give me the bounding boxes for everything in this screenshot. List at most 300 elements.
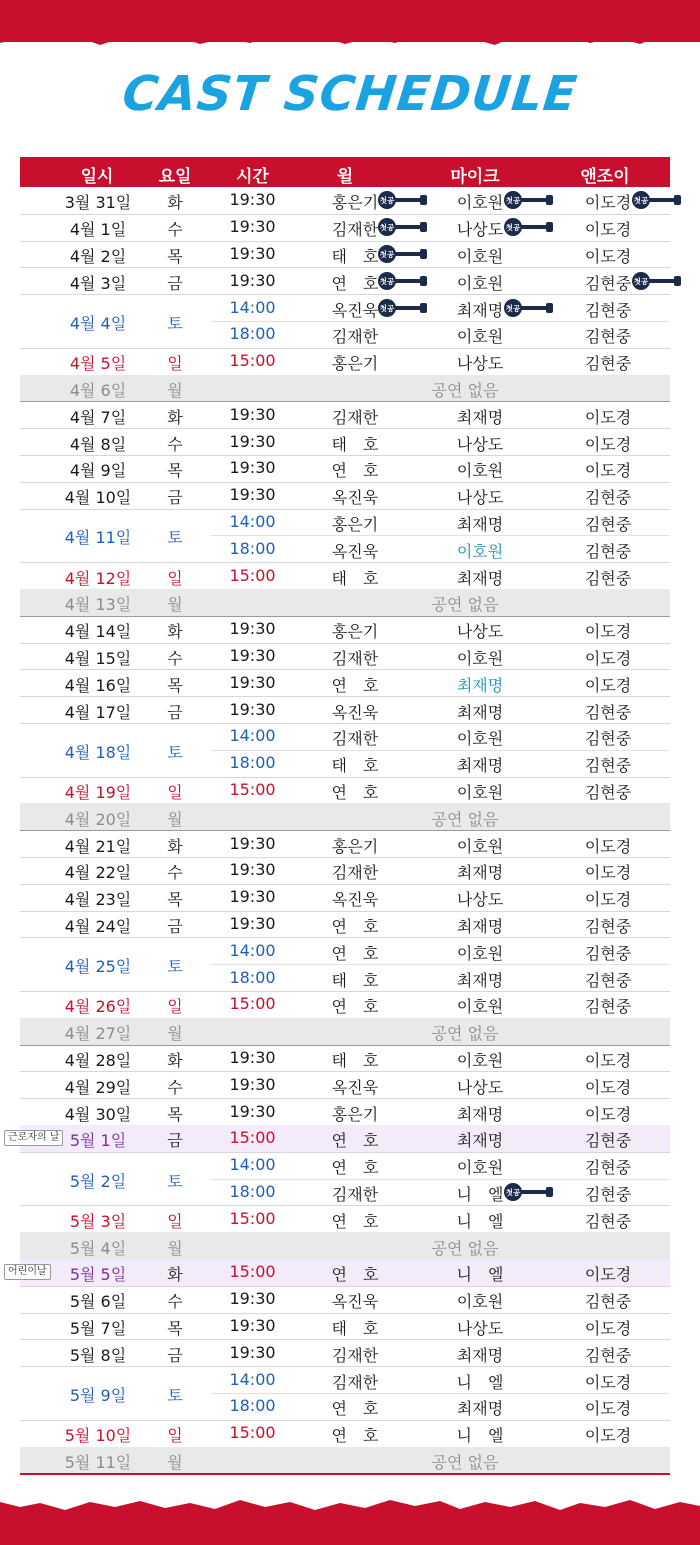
- cell-time: 18:00: [229, 1396, 276, 1416]
- table-row: [20, 1045, 670, 1073]
- table-row: [20, 1205, 670, 1233]
- cell-time: 19:30: [229, 699, 276, 719]
- cell-will: 연 호: [331, 1426, 379, 1446]
- cell-day: 일: [167, 354, 183, 374]
- cell-time: 19:30: [229, 1101, 276, 1121]
- cell-mike: 최재명: [456, 514, 504, 534]
- table-row: [20, 1152, 670, 1207]
- table-row: [20, 937, 670, 992]
- cell-will: 태 호: [331, 246, 379, 266]
- cell-day: 수: [167, 1292, 183, 1312]
- show-divider: [210, 1393, 670, 1394]
- col-day: 요일: [158, 167, 192, 187]
- first-show-badge-icon: [502, 191, 554, 209]
- cell-time: 19:30: [229, 217, 276, 237]
- cell-date: 5월 1일: [69, 1131, 127, 1151]
- cell-day: 금: [167, 1131, 183, 1151]
- cell-date: 5월 11일: [64, 1452, 132, 1472]
- cell-will: 태 호: [331, 756, 379, 776]
- cell-enjoy: 이도경: [584, 1318, 632, 1338]
- cell-date: 4월 26일: [64, 997, 132, 1017]
- svg-text:첫공: 첫공: [379, 249, 395, 259]
- cell-enjoy: 김현중: [584, 997, 632, 1017]
- cell-time: 19:30: [229, 1315, 276, 1335]
- holiday-tag: 어린이날: [4, 1264, 51, 1280]
- table-row: [20, 696, 670, 724]
- cell-enjoy: 김현중: [584, 273, 632, 293]
- cell-will: 연 호: [331, 782, 379, 802]
- cell-date: 4월 21일: [64, 836, 132, 856]
- cell-enjoy: 김현중: [584, 1211, 632, 1231]
- cell-day: 화: [167, 622, 183, 642]
- no-show-note: 공연 없음: [431, 380, 499, 400]
- cell-mike: 이호원: [456, 729, 504, 749]
- cell-will: 옥진욱: [331, 300, 379, 320]
- cell-date: 4월 9일: [69, 461, 127, 481]
- cell-day: 수: [167, 434, 183, 454]
- cell-enjoy: 김현중: [584, 916, 632, 936]
- cell-will: 김재한: [331, 648, 379, 668]
- cell-mike: 나상도: [456, 1077, 504, 1097]
- cell-mike: 나상도: [456, 890, 504, 910]
- cell-mike: 최재명: [456, 756, 504, 776]
- show-divider: [210, 321, 670, 322]
- cell-will: 연 호: [331, 1131, 379, 1151]
- table-row: [20, 669, 670, 697]
- cell-will: 연 호: [331, 675, 379, 695]
- cell-time: 15:00: [229, 994, 276, 1014]
- cell-time: 15:00: [229, 351, 276, 371]
- cell-day: 화: [167, 1265, 183, 1285]
- show-divider: [210, 535, 670, 536]
- cell-will: 연 호: [331, 916, 379, 936]
- table-row: [20, 562, 670, 590]
- cell-mike: 니 엘: [456, 1372, 504, 1392]
- table-header: [20, 157, 670, 187]
- cell-enjoy: 이도경: [584, 622, 632, 642]
- table-row: [20, 723, 670, 778]
- cell-time: 15:00: [229, 1128, 276, 1148]
- cell-day: 금: [167, 1345, 183, 1365]
- cell-will: 옥진욱: [331, 702, 379, 722]
- cell-day: 일: [167, 568, 183, 588]
- svg-text:첫공: 첫공: [505, 303, 521, 313]
- cell-date: 5월 4일: [69, 1238, 127, 1258]
- no-show-row: [20, 1232, 670, 1260]
- cell-day: 화: [167, 836, 183, 856]
- table-row: [8, 1259, 670, 1287]
- no-show-note: 공연 없음: [431, 595, 499, 615]
- cell-time: 19:30: [229, 1289, 276, 1309]
- cell-date: 4월 7일: [69, 407, 127, 427]
- cell-will: 태 호: [331, 1050, 379, 1070]
- cell-time: 19:30: [229, 1342, 276, 1362]
- cell-mike: 니 엘: [456, 1426, 504, 1446]
- svg-text:첫공: 첫공: [379, 223, 395, 233]
- bottom-band: [0, 1512, 700, 1545]
- cell-will: 홍은기: [331, 1104, 379, 1124]
- table-row: [20, 777, 670, 805]
- cell-day: 월: [167, 1238, 183, 1258]
- cell-will: 김재한: [331, 1345, 379, 1365]
- table-row: [8, 1125, 670, 1153]
- table-row: [20, 482, 670, 510]
- cell-time: 14:00: [229, 297, 276, 317]
- cell-mike: 이호원: [456, 1158, 504, 1178]
- cell-mike: 이호원: [456, 246, 504, 266]
- cell-date: 4월 5일: [69, 354, 127, 374]
- cell-time: 14:00: [229, 726, 276, 746]
- page-title: CAST SCHEDULE: [119, 66, 581, 122]
- table-row: [20, 1071, 670, 1099]
- cell-date: 4월 12일: [64, 568, 132, 588]
- cell-mike: 나상도: [456, 354, 504, 374]
- first-show-badge-icon: [502, 1183, 554, 1201]
- cell-day: 목: [167, 1104, 183, 1124]
- cell-day: 목: [167, 890, 183, 910]
- cell-mike: 니 엘: [456, 1265, 504, 1285]
- cell-time: 18:00: [229, 1181, 276, 1201]
- no-show-note: 공연 없음: [431, 1238, 499, 1258]
- svg-text:첫공: 첫공: [379, 276, 395, 286]
- cell-mike: 최재명: [456, 1345, 504, 1365]
- cell-enjoy: 김현중: [584, 300, 632, 320]
- cell-mike: 최재명: [456, 1131, 504, 1151]
- cell-enjoy: 김현중: [584, 354, 632, 374]
- col-enjoy: 앤조이: [580, 167, 630, 187]
- first-show-badge-icon: [502, 218, 554, 236]
- cell-will: 연 호: [331, 1158, 379, 1178]
- cell-mike: 나상도: [456, 622, 504, 642]
- cell-enjoy: 김현중: [584, 568, 632, 588]
- cell-enjoy: 김현중: [584, 1184, 632, 1204]
- cell-day: 토: [167, 528, 183, 548]
- cell-mike: 나상도: [456, 434, 504, 454]
- cell-enjoy: 이도경: [584, 1077, 632, 1097]
- cell-mike: 나상도: [456, 1318, 504, 1338]
- table-row: [20, 991, 670, 1019]
- cell-enjoy: 김현중: [584, 1131, 632, 1151]
- cell-day: 목: [167, 1318, 183, 1338]
- first-show-badge-icon: [376, 191, 428, 209]
- cell-date: 5월 2일: [69, 1171, 127, 1191]
- table-row: [20, 616, 670, 644]
- cell-enjoy: 김현중: [584, 327, 632, 347]
- first-show-badge-icon: [630, 272, 682, 290]
- cell-day: 토: [167, 957, 183, 977]
- cell-enjoy: 이도경: [584, 863, 632, 883]
- cell-enjoy: 김현중: [584, 1158, 632, 1178]
- cell-mike: 니 엘: [456, 1184, 504, 1204]
- cell-will: 연 호: [331, 1211, 379, 1231]
- cell-will: 연 호: [331, 1265, 379, 1285]
- cell-time: 14:00: [229, 940, 276, 960]
- cell-will: 홍은기: [331, 514, 379, 534]
- no-show-row: [20, 1447, 670, 1475]
- no-show-row: [20, 803, 670, 831]
- cell-will: 김재한: [331, 1184, 379, 1204]
- cell-enjoy: 이도경: [584, 890, 632, 910]
- cell-will: 태 호: [331, 434, 379, 454]
- cell-day: 일: [167, 997, 183, 1017]
- table-row: [20, 857, 670, 885]
- cell-mike: 이호원: [456, 327, 504, 347]
- cell-will: 태 호: [331, 970, 379, 990]
- cell-day: 수: [167, 220, 183, 240]
- cell-mike: 이호원: [456, 1292, 504, 1312]
- table-row: [20, 401, 670, 429]
- table-row: [20, 455, 670, 483]
- holiday-tag: 근로자의 날: [4, 1130, 63, 1146]
- cell-enjoy: 김현중: [584, 756, 632, 776]
- cell-date: 4월 24일: [64, 916, 132, 936]
- cell-mike: 최재명: [456, 863, 504, 883]
- cell-mike: 최재명: [456, 1399, 504, 1419]
- svg-text:첫공: 첫공: [633, 276, 649, 286]
- cell-date: 5월 9일: [69, 1385, 127, 1405]
- cell-time: 19:30: [229, 860, 276, 880]
- table-row: [20, 214, 670, 242]
- cell-date: 4월 14일: [64, 622, 132, 642]
- cell-will: 홍은기: [331, 354, 379, 374]
- table-row: [20, 428, 670, 456]
- cell-will: 연 호: [331, 943, 379, 963]
- cell-date: 4월 8일: [69, 434, 127, 454]
- cell-will: 태 호: [331, 568, 379, 588]
- cell-will: 김재한: [331, 407, 379, 427]
- cell-mike: 나상도: [456, 220, 504, 240]
- cell-enjoy: 이도경: [584, 1104, 632, 1124]
- cell-enjoy: 이도경: [584, 1372, 632, 1392]
- cell-will: 김재한: [331, 863, 379, 883]
- cell-date: 4월 29일: [64, 1077, 132, 1097]
- cell-date: 4월 4일: [69, 313, 127, 333]
- table-end-line: [20, 1473, 670, 1475]
- cell-day: 수: [167, 1077, 183, 1097]
- cell-time: 19:30: [229, 190, 276, 210]
- cell-date: 3월 31일: [64, 193, 132, 213]
- cell-date: 4월 16일: [64, 675, 132, 695]
- cell-time: 19:30: [229, 485, 276, 505]
- cell-date: 4월 10일: [64, 488, 132, 508]
- cell-day: 일: [167, 1426, 183, 1446]
- cell-time: 19:30: [229, 458, 276, 478]
- cell-time: 19:30: [229, 270, 276, 290]
- table-row: [20, 884, 670, 912]
- cell-mike: 니 엘: [456, 1211, 504, 1231]
- cell-date: 4월 20일: [64, 809, 132, 829]
- cell-mike: 나상도: [456, 488, 504, 508]
- cell-will: 홍은기: [331, 193, 379, 213]
- cell-day: 금: [167, 702, 183, 722]
- cell-enjoy: 이도경: [584, 434, 632, 454]
- cell-will: 옥진욱: [331, 541, 379, 561]
- cell-mike: 이호원: [456, 997, 504, 1017]
- cell-time: 18:00: [229, 538, 276, 558]
- cell-day: 일: [167, 1211, 183, 1231]
- cell-mike: 이호원: [456, 782, 504, 802]
- cell-time: 18:00: [229, 967, 276, 987]
- cell-will: 김재한: [331, 327, 379, 347]
- table-row: [20, 241, 670, 269]
- cell-time: 15:00: [229, 1208, 276, 1228]
- cell-time: 19:30: [229, 672, 276, 692]
- cell-date: 5월 5일: [69, 1265, 127, 1285]
- cell-mike: 이호원: [456, 541, 504, 561]
- svg-text:첫공: 첫공: [379, 303, 395, 313]
- cell-day: 월: [167, 1452, 183, 1472]
- cell-mike: 최재명: [456, 300, 504, 320]
- cell-enjoy: 이도경: [584, 675, 632, 695]
- cell-will: 연 호: [331, 1399, 379, 1419]
- cell-time: 14:00: [229, 1369, 276, 1389]
- cell-time: 19:30: [229, 619, 276, 639]
- cell-time: 18:00: [229, 753, 276, 773]
- table-row: [20, 1366, 670, 1421]
- cell-mike: 최재명: [456, 568, 504, 588]
- svg-text:첫공: 첫공: [505, 196, 521, 206]
- table-row: [20, 348, 670, 376]
- cell-time: 19:30: [229, 645, 276, 665]
- cell-enjoy: 김현중: [584, 970, 632, 990]
- first-show-badge-icon: [630, 191, 682, 209]
- cell-enjoy: 김현중: [584, 1292, 632, 1312]
- no-show-row: [20, 1018, 670, 1046]
- cell-day: 금: [167, 273, 183, 293]
- cell-mike: 최재명: [456, 1104, 504, 1124]
- col-date: 일시: [80, 167, 114, 187]
- cell-date: 4월 19일: [64, 782, 132, 802]
- cell-time: 19:30: [229, 1047, 276, 1067]
- col-mike: 마이크: [450, 167, 500, 187]
- svg-text:첫공: 첫공: [505, 1187, 521, 1197]
- first-show-badge-icon: [502, 299, 554, 317]
- cell-date: 4월 1일: [69, 220, 127, 240]
- cell-date: 4월 13일: [64, 595, 132, 615]
- cell-time: 18:00: [229, 324, 276, 344]
- table-row: [20, 643, 670, 671]
- svg-text:첫공: 첫공: [633, 196, 649, 206]
- cell-day: 토: [167, 1171, 183, 1191]
- svg-text:첫공: 첫공: [505, 223, 521, 233]
- table-row: [20, 1286, 670, 1314]
- cell-date: 5월 3일: [69, 1211, 127, 1231]
- cell-date: 4월 22일: [64, 863, 132, 883]
- table-row: [20, 509, 670, 564]
- table-row: [20, 1339, 670, 1367]
- cell-date: 4월 25일: [64, 957, 132, 977]
- cell-date: 5월 10일: [64, 1426, 132, 1446]
- cell-time: 15:00: [229, 779, 276, 799]
- col-will: 윌: [336, 167, 354, 187]
- cell-mike: 이호원: [456, 193, 504, 213]
- cell-day: 목: [167, 461, 183, 481]
- cell-day: 수: [167, 648, 183, 668]
- cell-time: 19:30: [229, 833, 276, 853]
- cell-time: 19:30: [229, 243, 276, 263]
- cell-date: 4월 3일: [69, 273, 127, 293]
- cell-will: 김재한: [331, 220, 379, 240]
- cell-enjoy: 이도경: [584, 461, 632, 481]
- cell-time: 19:30: [229, 404, 276, 424]
- no-show-note: 공연 없음: [431, 1024, 499, 1044]
- cell-date: 4월 18일: [64, 742, 132, 762]
- cell-mike: 이호원: [456, 273, 504, 293]
- cell-day: 금: [167, 488, 183, 508]
- table-row: [20, 1420, 670, 1448]
- cell-date: 4월 27일: [64, 1024, 132, 1044]
- cell-will: 옥진욱: [331, 1292, 379, 1312]
- no-show-note: 공연 없음: [431, 809, 499, 829]
- first-show-badge-icon: [376, 218, 428, 236]
- cell-time: 19:30: [229, 887, 276, 907]
- cell-will: 태 호: [331, 1318, 379, 1338]
- cell-mike: 이호원: [456, 943, 504, 963]
- cell-date: 5월 6일: [69, 1292, 127, 1312]
- cell-mike: 이호원: [456, 461, 504, 481]
- cell-day: 토: [167, 742, 183, 762]
- cell-date: 4월 15일: [64, 648, 132, 668]
- cell-enjoy: 김현중: [584, 943, 632, 963]
- cell-day: 금: [167, 916, 183, 936]
- show-divider: [210, 964, 670, 965]
- cell-time: 15:00: [229, 1262, 276, 1282]
- show-divider: [210, 1179, 670, 1180]
- cell-day: 일: [167, 782, 183, 802]
- cell-day: 토: [167, 1385, 183, 1405]
- cell-enjoy: 이도경: [584, 1399, 632, 1419]
- cell-date: 4월 6일: [69, 380, 127, 400]
- cell-date: 5월 8일: [69, 1345, 127, 1365]
- cell-will: 김재한: [331, 1372, 379, 1392]
- cell-enjoy: 이도경: [584, 648, 632, 668]
- cell-enjoy: 김현중: [584, 729, 632, 749]
- cell-will: 옥진욱: [331, 488, 379, 508]
- cell-mike: 최재명: [456, 407, 504, 427]
- cell-enjoy: 김현중: [584, 488, 632, 508]
- cell-day: 수: [167, 863, 183, 883]
- cell-day: 화: [167, 1050, 183, 1070]
- cell-day: 월: [167, 380, 183, 400]
- show-divider: [210, 750, 670, 751]
- cell-enjoy: 이도경: [584, 193, 632, 213]
- cell-time: 19:30: [229, 1074, 276, 1094]
- cell-will: 연 호: [331, 273, 379, 293]
- top-band: [0, 0, 700, 42]
- first-show-badge-icon: [376, 299, 428, 317]
- cell-will: 홍은기: [331, 622, 379, 642]
- cell-date: 4월 23일: [64, 890, 132, 910]
- cell-will: 김재한: [331, 729, 379, 749]
- no-show-row: [20, 375, 670, 403]
- cell-time: 15:00: [229, 1423, 276, 1443]
- cell-time: 15:00: [229, 565, 276, 585]
- svg-text:첫공: 첫공: [379, 196, 395, 206]
- cell-day: 월: [167, 809, 183, 829]
- cell-mike: 이호원: [456, 648, 504, 668]
- cell-enjoy: 김현중: [584, 541, 632, 561]
- cell-day: 토: [167, 313, 183, 333]
- cell-time: 14:00: [229, 1155, 276, 1175]
- cell-time: 19:30: [229, 431, 276, 451]
- cell-will: 연 호: [331, 997, 379, 1017]
- cell-date: 5월 7일: [69, 1318, 127, 1338]
- cell-mike: 최재명: [456, 970, 504, 990]
- cell-enjoy: 이도경: [584, 407, 632, 427]
- no-show-row: [20, 589, 670, 617]
- cell-mike: 이호원: [456, 1050, 504, 1070]
- cell-date: 4월 28일: [64, 1050, 132, 1070]
